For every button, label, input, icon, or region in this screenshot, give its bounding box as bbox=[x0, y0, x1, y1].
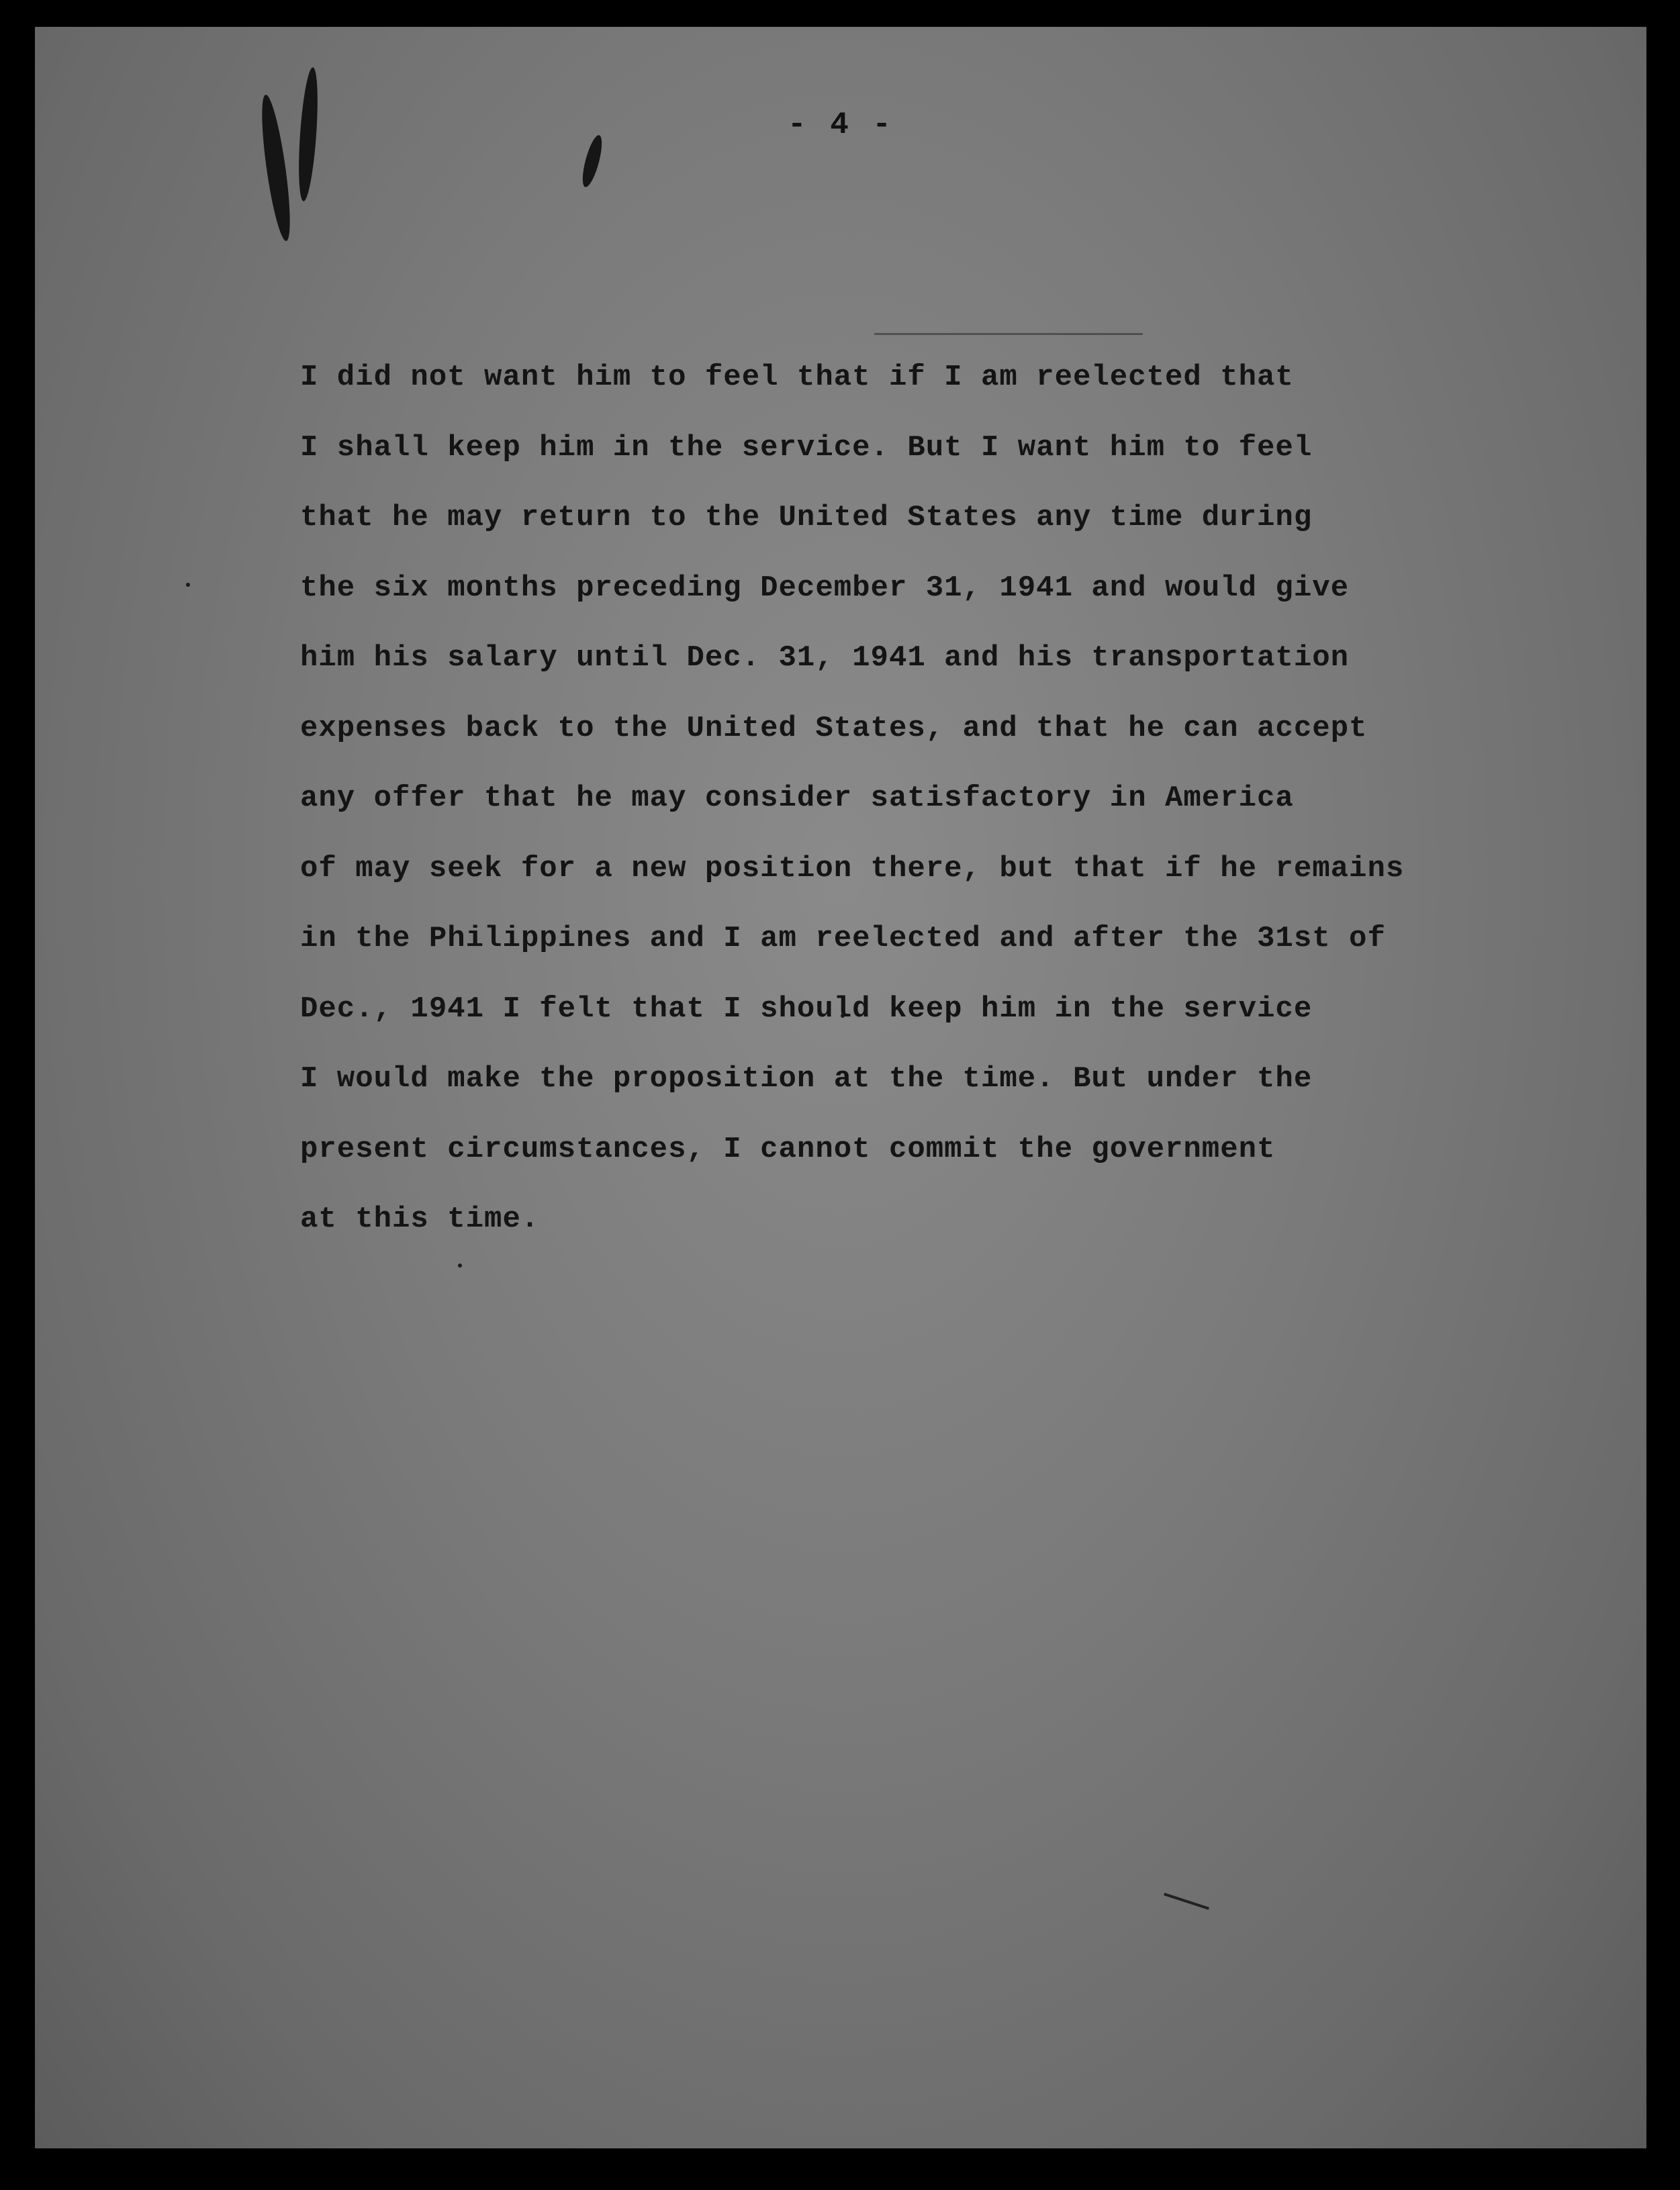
text-line: in the Philippines and I am reelected and after the 31st of bbox=[300, 922, 1386, 955]
text-line: that he may return to the United States any time during bbox=[300, 501, 1313, 534]
paper-mark bbox=[874, 333, 1143, 335]
text-line: him his salary until Dec. 31, 1941 and his transportation bbox=[300, 641, 1350, 675]
text-line: Dec., 1941 I felt that I should keep him in the service bbox=[300, 992, 1313, 1026]
text-line: any offer that he may consider satisfactory in America bbox=[300, 781, 1294, 815]
paper-speck bbox=[186, 583, 190, 587]
text-line: present circumstances, I cannot commit the government bbox=[300, 1132, 1276, 1166]
document-page bbox=[35, 27, 1646, 2148]
text-line: at this time. bbox=[300, 1202, 540, 1236]
paper-mark bbox=[1164, 1893, 1209, 1909]
letter-body bbox=[300, 342, 1576, 1255]
paper-speck bbox=[458, 1264, 462, 1268]
text-line: I shall keep him in the service. But I want him to feel bbox=[300, 430, 1313, 465]
text-line: expenses back to the United States, and that he can accept bbox=[300, 711, 1368, 745]
page-number: - 4 - bbox=[787, 107, 894, 142]
text-line: I would make the proposition at the time. But under the bbox=[300, 1062, 1313, 1096]
text-line: the six months preceding December 31, 1941 and would give bbox=[300, 571, 1350, 605]
text-line: of may seek for a new position there, but that if he remains bbox=[300, 851, 1405, 886]
text-line: I did not want him to feel that if I am reelected that bbox=[300, 361, 1294, 394]
